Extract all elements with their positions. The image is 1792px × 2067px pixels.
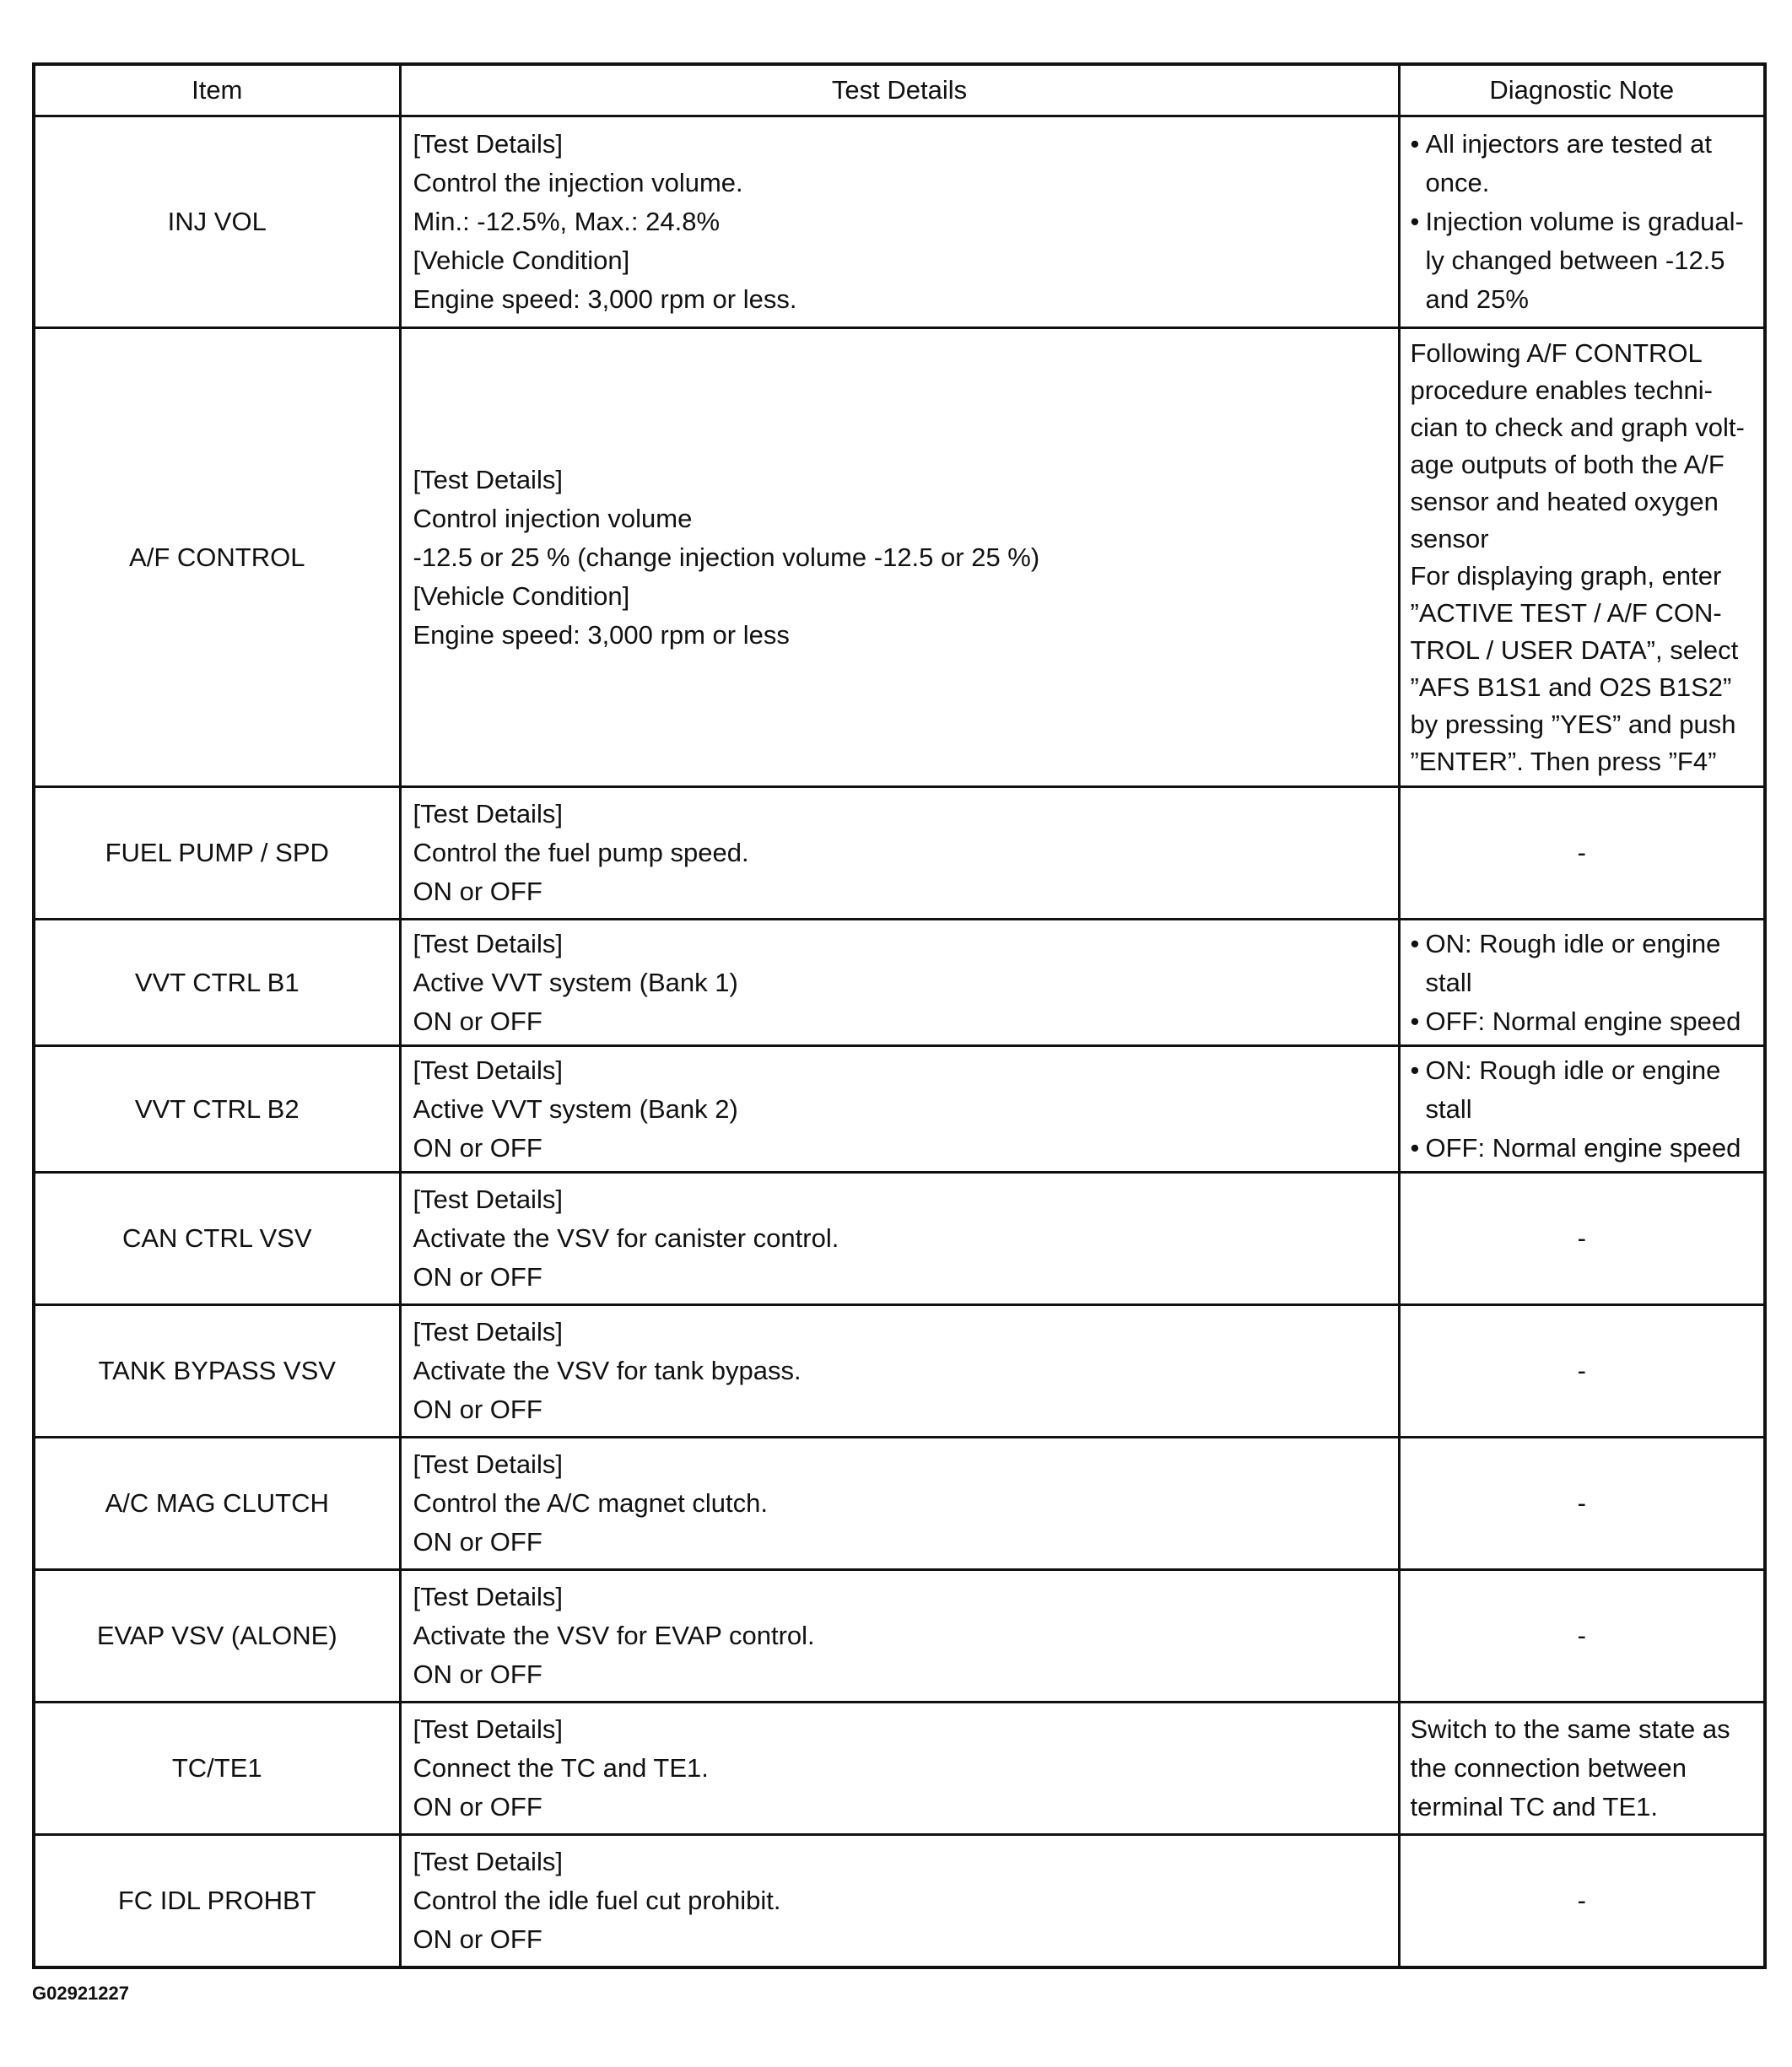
- note-bullet: • OFF: Normal engine speed: [1411, 1129, 1756, 1168]
- item-cell: TC/TE1: [34, 1703, 400, 1835]
- detail-line: Activate the VSV for canister control.: [413, 1223, 839, 1253]
- detail-line: [Test Details]: [413, 928, 563, 958]
- detail-line: Connect the TC and TE1.: [413, 1753, 709, 1783]
- diagnostic-note-cell: -: [1399, 1570, 1765, 1703]
- detail-line: Engine speed: 3,000 rpm or less.: [413, 284, 797, 314]
- table-row: [34, 1046, 1765, 1173]
- column-header-item: Item: [34, 64, 400, 116]
- detail-line: ON or OFF: [413, 877, 542, 906]
- note-paragraph: For displaying graph, enter ”ACTIVE TEST / A/F CON-TROL / USER DATA”, select ”AFS B1S1 and O2S B1S2” by pressing ”YES” and push ”ENTER”. Then press ”F4”: [1410, 560, 1739, 776]
- detail-line: Min.: -12.5%, Max.: 24.8%: [413, 207, 721, 236]
- note-bullet: • All injectors are tested at once.: [1411, 125, 1756, 202]
- detail-line: Activate the VSV for tank bypass.: [413, 1356, 802, 1385]
- diagnostic-note-cell: -: [1399, 1835, 1765, 1967]
- column-header-diagnostic-note: Diagnostic Note: [1399, 64, 1765, 116]
- table-row: [34, 1438, 1765, 1570]
- diagnostic-note-cell: [1399, 328, 1765, 787]
- table-row: [34, 1835, 1765, 1967]
- detail-line: Activate the VSV for EVAP control.: [413, 1621, 815, 1650]
- diagnostic-note-cell: [1399, 920, 1765, 1046]
- detail-line: [Test Details]: [413, 1449, 563, 1479]
- detail-line: ON or OFF: [413, 1792, 542, 1821]
- detail-line: ON or OFF: [413, 1006, 542, 1036]
- item-cell: FC IDL PROHBT: [34, 1835, 400, 1967]
- detail-line: ON or OFF: [413, 1660, 542, 1689]
- detail-line: Control the A/C magnet clutch.: [413, 1488, 768, 1518]
- note-bullet: • OFF: Normal engine speed: [1411, 1002, 1756, 1041]
- test-details-cell: [400, 1703, 1399, 1835]
- test-details-cell: [400, 1438, 1399, 1570]
- note-bullet: • ON: Rough idle or engine stall: [1411, 1051, 1756, 1129]
- test-details-cell: [400, 787, 1399, 920]
- detail-line: Control injection volume: [413, 503, 693, 533]
- note-bullet: • ON: Rough idle or engine stall: [1411, 925, 1756, 1002]
- detail-line: ON or OFF: [413, 1262, 542, 1292]
- column-header-test-details: Test Details: [400, 64, 1399, 116]
- item-cell: A/C MAG CLUTCH: [34, 1438, 400, 1570]
- detail-line: Active VVT system (Bank 2): [413, 1093, 738, 1124]
- note-bullet-list: [1411, 125, 1756, 319]
- test-details-cell: [400, 1173, 1399, 1305]
- detail-line: [Test Details]: [413, 129, 563, 159]
- diagnostic-note-cell: -: [1399, 1173, 1765, 1305]
- diagnostic-note-cell: -: [1399, 1438, 1765, 1570]
- table-header-row: [34, 64, 1765, 116]
- detail-line: [Test Details]: [413, 1055, 563, 1085]
- test-details-cell: [400, 1570, 1399, 1703]
- detail-line: [Vehicle Condition]: [413, 246, 630, 275]
- table-row: [34, 787, 1765, 920]
- detail-line: Control the injection volume.: [413, 168, 743, 197]
- detail-line: Control the fuel pump speed.: [413, 838, 749, 867]
- item-cell: EVAP VSV (ALONE): [34, 1570, 400, 1703]
- detail-line: [Test Details]: [413, 1846, 563, 1876]
- table-row: [34, 1703, 1765, 1835]
- detail-line: ON or OFF: [413, 1924, 542, 1954]
- detail-line: -12.5 or 25 % (change injection volume -12.5 or 25 %): [413, 542, 1040, 572]
- document-page: [32, 62, 1763, 1969]
- detail-line: Engine speed: 3,000 rpm or less: [413, 619, 790, 650]
- detail-line: [Test Details]: [413, 1714, 563, 1744]
- detail-line: [Test Details]: [413, 1185, 563, 1214]
- item-cell: TANK BYPASS VSV: [34, 1305, 400, 1438]
- table-row: [34, 328, 1765, 787]
- item-cell: A/F CONTROL: [34, 328, 400, 787]
- note-bullet-list: [1411, 925, 1756, 1041]
- detail-line: Control the idle fuel cut prohibit.: [413, 1885, 781, 1915]
- test-details-cell: [400, 1305, 1399, 1438]
- detail-line: [Test Details]: [413, 1582, 563, 1611]
- diagnostic-note-cell: [1399, 116, 1765, 328]
- detail-line: [Test Details]: [413, 1317, 563, 1347]
- item-cell: VVT CTRL B2: [34, 1046, 400, 1173]
- test-details-cell: [400, 920, 1399, 1046]
- detail-line: ON or OFF: [413, 1132, 542, 1163]
- test-details-cell: [400, 328, 1399, 787]
- note-bullet: • Injection volume is gradual-ly changed between -12.5 and 25%: [1411, 202, 1756, 319]
- test-details-cell: [400, 116, 1399, 328]
- diagnostic-note-cell: -: [1399, 1305, 1765, 1438]
- detail-line: [Vehicle Condition]: [413, 580, 630, 611]
- test-details-cell: [400, 1835, 1399, 1967]
- detail-line: ON or OFF: [413, 1527, 542, 1557]
- item-cell: VVT CTRL B1: [34, 920, 400, 1046]
- active-test-table: [32, 62, 1767, 1969]
- table-row: [34, 1173, 1765, 1305]
- table-row: [34, 116, 1765, 328]
- note-paragraph: Switch to the same state as the connection between terminal TC and TE1.: [1410, 1714, 1730, 1821]
- item-cell: CAN CTRL VSV: [34, 1173, 400, 1305]
- detail-line: ON or OFF: [413, 1395, 542, 1424]
- test-details-cell: [400, 1046, 1399, 1173]
- detail-line: [Test Details]: [413, 464, 563, 494]
- detail-line: Active VVT system (Bank 1): [413, 967, 738, 997]
- note-paragraph: Following A/F CONTROL procedure enables techni-cian to check and graph volt-age outputs of both the A/F sensor and heated oxygen sensor: [1410, 337, 1745, 553]
- table-row: [34, 1305, 1765, 1438]
- item-cell: INJ VOL: [34, 116, 400, 328]
- table-row: [34, 920, 1765, 1046]
- note-bullet-list: [1411, 1051, 1756, 1168]
- detail-line: [Test Details]: [413, 799, 563, 828]
- figure-id-label: G02921227: [32, 1983, 129, 2004]
- diagnostic-note-cell: -: [1399, 787, 1765, 920]
- table-row: [34, 1570, 1765, 1703]
- diagnostic-note-cell: [1399, 1046, 1765, 1173]
- diagnostic-note-cell: [1399, 1703, 1765, 1835]
- item-cell: FUEL PUMP / SPD: [34, 787, 400, 920]
